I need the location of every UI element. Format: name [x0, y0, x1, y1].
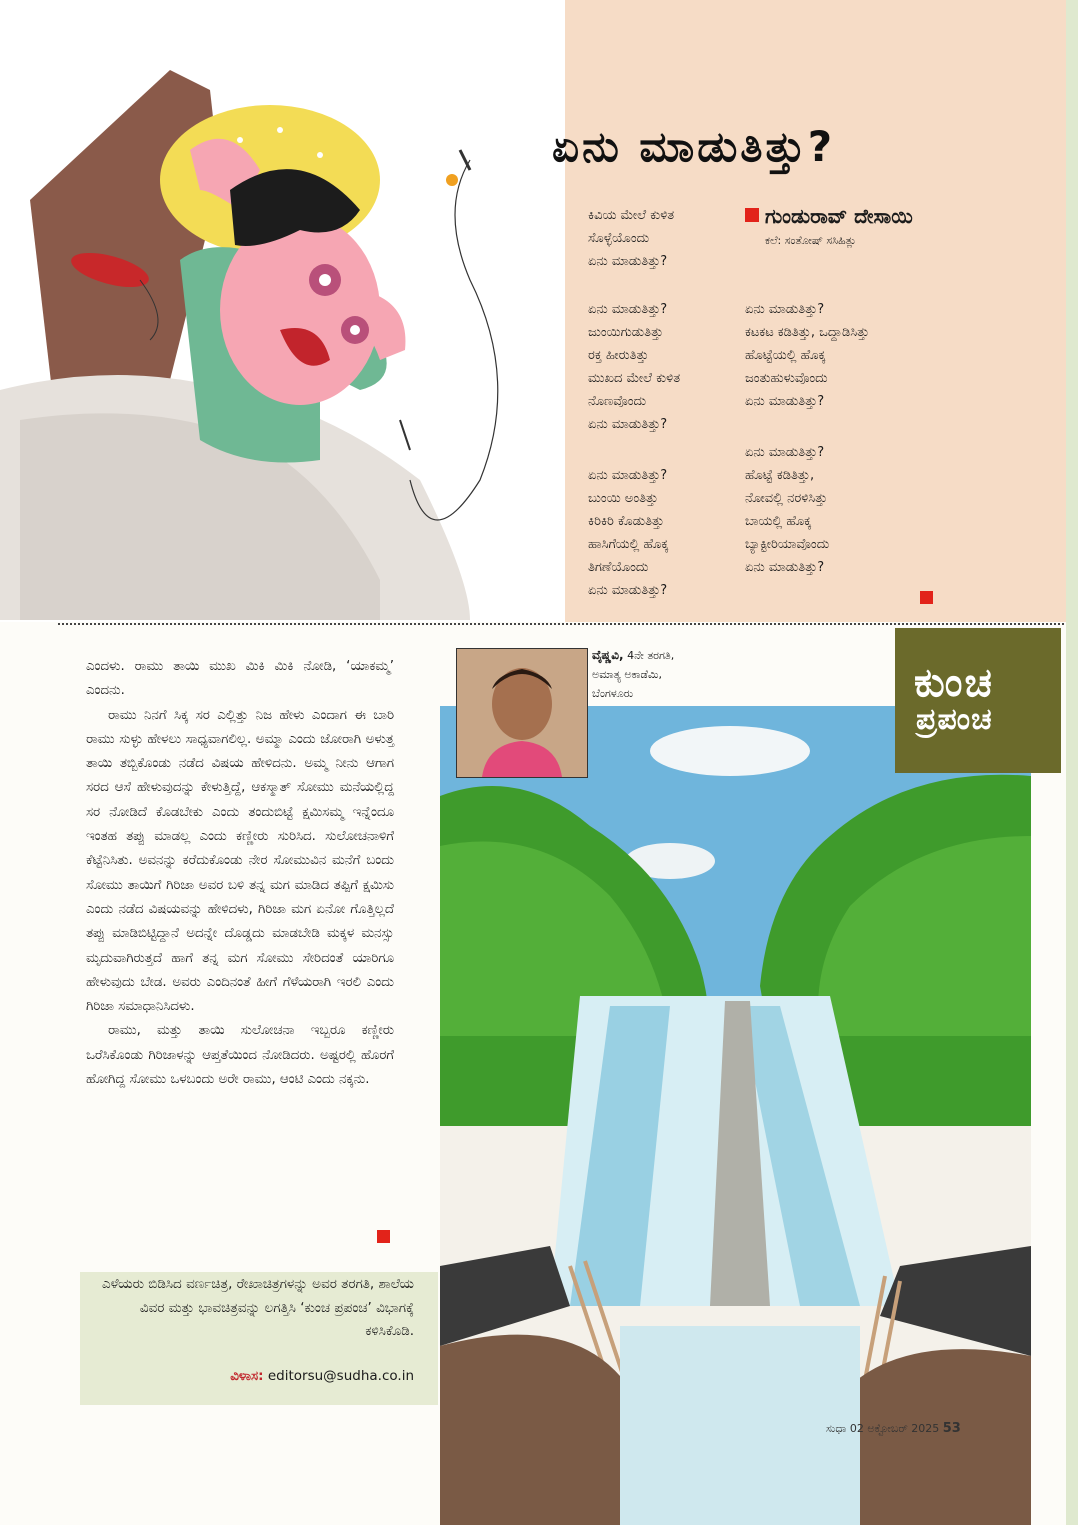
- poem-line: ರಕ್ತ ಹೀರುತಿತ್ತು: [588, 348, 649, 363]
- poem-line: ಏನು ಮಾಡುತಿತ್ತು?: [745, 560, 825, 575]
- page-footer: [826, 1421, 961, 1436]
- poem-line: ಬುಂಯಿ ಅಂತಿತ್ತು: [588, 491, 659, 506]
- poem-line: ಏನು ಮಾಡುತಿತ್ತು?: [745, 445, 825, 460]
- story-paragraph: ರಾಮು ನಿನಗೆ ಸಿಕ್ಕ ಸರ ಎಲ್ಲಿತ್ತು ನಿಜ ಹೇಳು ಎಂದಾಗ ಈ ಬಾರಿ ರಾಮು ಸುಳ್ಳು ಹೇಳಲು ಸಾಧ್ಯವಾಗಲಿಲ್ಲ. ಅಮ್ಮಾ ಎಂದು ಜೋರಾಗಿ ಅಳುತ್ತ ತಾಯಿ ತಬ್ಬಿಕೊಂಡು ನಡೆದ ವಿಷಯ ಹೇಳಿದನು. ಅಮ್ಮ ನೀನು ಆಗಾಗ ಸರದ ಆಸೆ ಹೇಳುವುದನ್ನು ಕೇಳುತ್ತಿದ್ದೆ, ಆಕಸ್ಮಾತ್ ಸೋಮು ಮನೆಯಲ್ಲಿದ್ದ ಸರ ನೋಡಿದೆ ಕೊಡಬೇಕು ಎಂದು ತಂದುಬಿಟ್ಟೆ ಕ್ಷಮಿಸಮ್ಮ ಇನ್ನೆಂದೂ ಇಂತಹ ತಪ್ಪು ಮಾಡಲ್ಲ ಎಂದು ಕಣ್ಣೀರು ಸುರಿಸಿದ. ಸುಲೋಚನಾಳಿಗೆ ಕೆಟ್ಟೆನಿಸಿತು. ಅವನನ್ನು ಕರೆದುಕೊಂಡು ನೇರ ಸೋಮುವಿನ ಮನೆಗೆ ಬಂದು ಸೋಮು ತಾಯಿಗೆ ಗಿರಿಜಾ ಅವರ ಬಳಿ ತನ್ನ ಮಗ ಮಾಡಿದ ತಪ್ಪಿಗೆ ಕ್ಷಮಿಸು ಎಂದು ನಡೆದ ವಿಷಯವನ್ನು ಹೇಳಿದಳು, ಗಿರಿಜಾ ಮಗ ಏನೋ ಗೊತ್ತಿಲ್ಲದೆ ತಪ್ಪು ಮಾಡಿಬಿಟ್ಟಿದ್ದಾನೆ ಅದನ್ನೇ ದೊಡ್ಡದು ಮಾಡಬೇಡಿ ಮಕ್ಕಳ ಮನಸ್ಸು ಮೃದುವಾಗಿರುತ್ತದೆ ಹಾಗೆ ತನ್ನ ಮಗ ಸೋಮು ಸೇರಿದಂತೆ ಯಾರಿಗೂ ಹೇಳುವುದು ಬೇಡ. ಅವರು ಎಂದಿನಂತೆ ಹೀಗೆ ಗೆಳೆಯರಾಗಿ ಇರಲಿ ಎಂದು ಗಿರಿಜಾ ಸಮಾಧಾನಿಸಿದಳು.: [86, 707, 394, 1015]
- poem-stanza-2: [588, 298, 680, 436]
- poem-line: ಕಿವಿಯ ಮೇಲೆ ಕುಳಿತ: [588, 208, 675, 223]
- poem-line: ಜಂತುಹುಳುವೊಂದು: [745, 371, 828, 386]
- poem-line: ಜುಂಯಿಗುಡುತಿತ್ತು: [588, 325, 664, 340]
- story-column: [86, 655, 394, 1092]
- poem-line: ಬಾಯಲ್ಲಿ ಹೊಕ್ಕ: [745, 514, 812, 529]
- footer-issue: ಸುಧಾ 02 ಅಕ್ಟೋಬರ್ 2025: [826, 1422, 940, 1435]
- artist-grade: 4ನೇ ತರಗತಿ,: [627, 649, 675, 662]
- story-end-marker: [377, 1230, 390, 1243]
- story-paragraph: ರಾಮು, ಮತ್ತು ತಾಯಿ ಸುಲೋಚನಾ ಇಬ್ಬರೂ ಕಣ್ಣೀರು ಒರೆಸಿಕೊಂಡು ಗಿರಿಜಾಳನ್ನು ಆಪ್ತತೆಯಿಂದ ನೋಡಿದರು. ಅಷ್ಟರಲ್ಲಿ ಹೊರಗೆ ಹೋಗಿದ್ದ ಸೋಮು ಒಳಬಂದು ಅರೇ ರಾಮು, ಆಂಟಿ ಎಂದು ನಕ್ಕನು.: [86, 1023, 394, 1088]
- poem-stanza-5: [745, 441, 829, 579]
- poem-line: ಬ್ಯಾಕ್ಟೀರಿಯಾವೊಂದು: [745, 537, 830, 552]
- artist-school: ಅಮಾತ್ಯ ಅಕಾಡೆಮಿ,: [592, 668, 662, 681]
- poem-line: ಏನು ಮಾಡುತಿತ್ತು?: [745, 394, 825, 409]
- poem-stanza-3: [588, 464, 668, 602]
- poem-line: ಮುಖದ ಮೇಲೆ ಕುಳಿತ: [588, 371, 681, 386]
- poem-line: ಸೊಳ್ಳೆಯೊಂದು: [588, 231, 650, 246]
- poem-title: ಏನು ಮಾಡುತಿತ್ತು?: [552, 122, 836, 171]
- poem-stanza-4: [745, 298, 869, 413]
- address-email[interactable]: editorsu@sudha.co.in: [267, 1368, 414, 1384]
- poem-line: ಏನು ಮಾಡುತಿತ್ತು?: [745, 302, 825, 317]
- poem-author: [745, 204, 913, 228]
- poem-line: ನೊಣವೊಂದು: [588, 394, 647, 409]
- artist-name: ವೈಷ್ಣವಿ,: [592, 648, 624, 662]
- address-label: ವಿಳಾಸ:: [230, 1368, 264, 1384]
- boy-insects-illustration: [0, 60, 560, 620]
- poem-line: ಹೊಟ್ಟೆಯಲ್ಲಿ ಹೊಕ್ಕ: [745, 348, 826, 363]
- submission-address: [92, 1368, 414, 1384]
- poem-line: ಏನು ಮಾಡುತಿತ್ತು?: [588, 254, 668, 269]
- section-divider: [58, 623, 1064, 625]
- author-marker: [745, 208, 759, 222]
- poem-line: ನೋವಲ್ಲಿ ನರಳಿಸಿತ್ತು: [745, 491, 828, 506]
- waterfall-painting: [440, 706, 1031, 1525]
- poem-line: ಏನು ಮಾಡುತಿತ್ತು?: [588, 417, 668, 432]
- poem-line: ಏನು ಮಾಡುತಿತ್ತು?: [588, 583, 668, 598]
- artist-caption: [592, 646, 674, 703]
- section-title-line2: ಪ್ರಪಂಚ: [916, 702, 993, 737]
- poem-line: ತಿಗಣೆಯೊಂದು: [588, 560, 649, 575]
- poem-line: ಏನು ಮಾಡುತಿತ್ತು?: [588, 468, 668, 483]
- poem-line: ಕಿರಿಕಿರಿ ಕೊಡುತಿತ್ತು: [588, 514, 665, 529]
- illustrator-credit: ಕಲೆ: ಸಂತೋಷ್ ಸಸಿಹಿತ್ಲು: [765, 234, 857, 247]
- poem-stanza-1: [588, 204, 674, 273]
- section-title-line1: ಕುಂಚ: [914, 660, 994, 706]
- submission-instructions: ಎಳೆಯರು ಬಿಡಿಸಿದ ವರ್ಣಚಿತ್ರ, ರೇಖಾಚಿತ್ರಗಳನ್ನು ಅವರ ತರಗತಿ, ಶಾಲೆಯ ವಿವರ ಮತ್ತು ಭಾವಚಿತ್ರವನ್ನು ಲಗತ್ತಿಸಿ ‘ಕುಂಚ ಪ್ರಪಂಚ’ ವಿಭಾಗಕ್ಕೆ ಕಳಿಸಿಕೊಡಿ.: [102, 1276, 414, 1339]
- page-edge-strip: [1066, 0, 1078, 1525]
- page-number: 53: [942, 1421, 961, 1436]
- poem-line: ಹಾಸಿಗೆಯಲ್ಲಿ ಹೊಕ್ಕ: [588, 537, 669, 552]
- story-paragraph: ಎಂದಳು. ರಾಮು ತಾಯಿ ಮುಖ ಮಿಕಿ ಮಿಕಿ ನೋಡಿ, ‘ಯಾಕಮ್ಮ’ ಎಂದನು.: [86, 659, 394, 699]
- poem-line: ಕಟಕಟ ಕಡಿತಿತ್ತು, ಒದ್ದಾಡಿಸಿತ್ತು: [745, 325, 870, 340]
- poem-line: ಏನು ಮಾಡುತಿತ್ತು?: [588, 302, 668, 317]
- author-name: ಗುಂಡುರಾವ್ ದೇಸಾಯಿ: [765, 204, 913, 228]
- child-portrait-icon: [457, 649, 587, 777]
- poem-end-marker: [920, 591, 933, 604]
- artist-photo: [456, 648, 588, 778]
- artist-city: ಬೆಂಗಳೂರು: [592, 687, 634, 700]
- poem-line: ಹೊಟ್ಟೆ ಕಡಿತಿತ್ತು,: [745, 468, 815, 483]
